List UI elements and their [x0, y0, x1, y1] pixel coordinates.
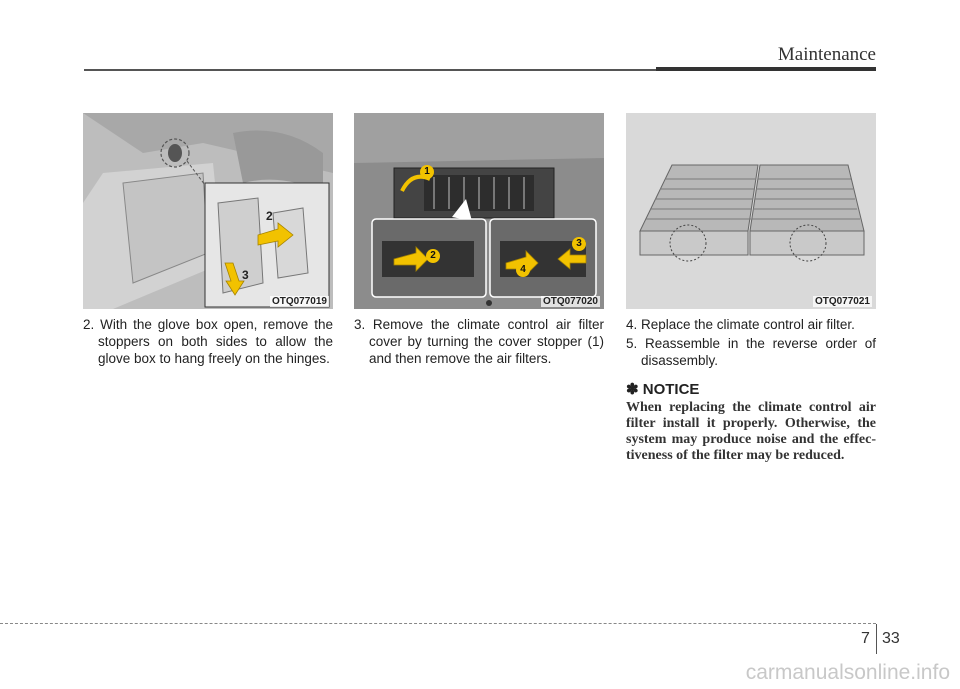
header-rule-accent: [656, 67, 876, 71]
figure-code: OTQ077020: [542, 296, 598, 307]
callout-2: 2: [426, 249, 440, 263]
figure-code: OTQ077021: [814, 296, 870, 307]
step-5: 5. Reassemble in the reverse order of disassembly.: [626, 336, 876, 368]
callout-3: 3: [242, 268, 249, 282]
figure-filter-cover: [354, 113, 604, 309]
callout-3: 3: [572, 237, 586, 251]
notice-title: ✽ NOTICE: [626, 381, 700, 398]
watermark: carmanualsonline.info: [745, 661, 950, 684]
page-number-separator: [876, 624, 877, 654]
glove-box-illustration: [83, 113, 333, 309]
footer-rule: [0, 623, 876, 624]
figure-air-filter: [626, 113, 876, 309]
callout-1: 1: [420, 165, 434, 179]
filter-cover-illustration: [354, 113, 604, 309]
figure-code: OTQ077019: [271, 296, 327, 307]
step-2: 2. With the glove box open, remove the stoppers on both sides to allow the glove box to hang freely on the hinges.: [83, 317, 333, 366]
page-number: 33: [882, 630, 900, 647]
step-3: 3. Remove the climate control air filter cover by turning the cover stopper (1) and then remove the air filters.: [354, 317, 604, 366]
callout-2: 2: [266, 209, 273, 223]
column-middle: [354, 316, 604, 369]
callout-4: 4: [516, 263, 530, 277]
step-4: 4. Replace the climate control air filter.: [626, 317, 855, 332]
column-right: [626, 316, 876, 464]
notice-body: When replacing the climate control air filter install it properly. Otherwise, the system may produce noise and the effec-tiveness of the filter may be reduced.: [626, 400, 876, 463]
chapter-number: 7: [861, 630, 870, 647]
column-left: [83, 316, 333, 369]
section-title: Maintenance: [777, 44, 876, 65]
figure-glove-box: [83, 113, 333, 309]
air-filter-illustration: [626, 113, 876, 309]
